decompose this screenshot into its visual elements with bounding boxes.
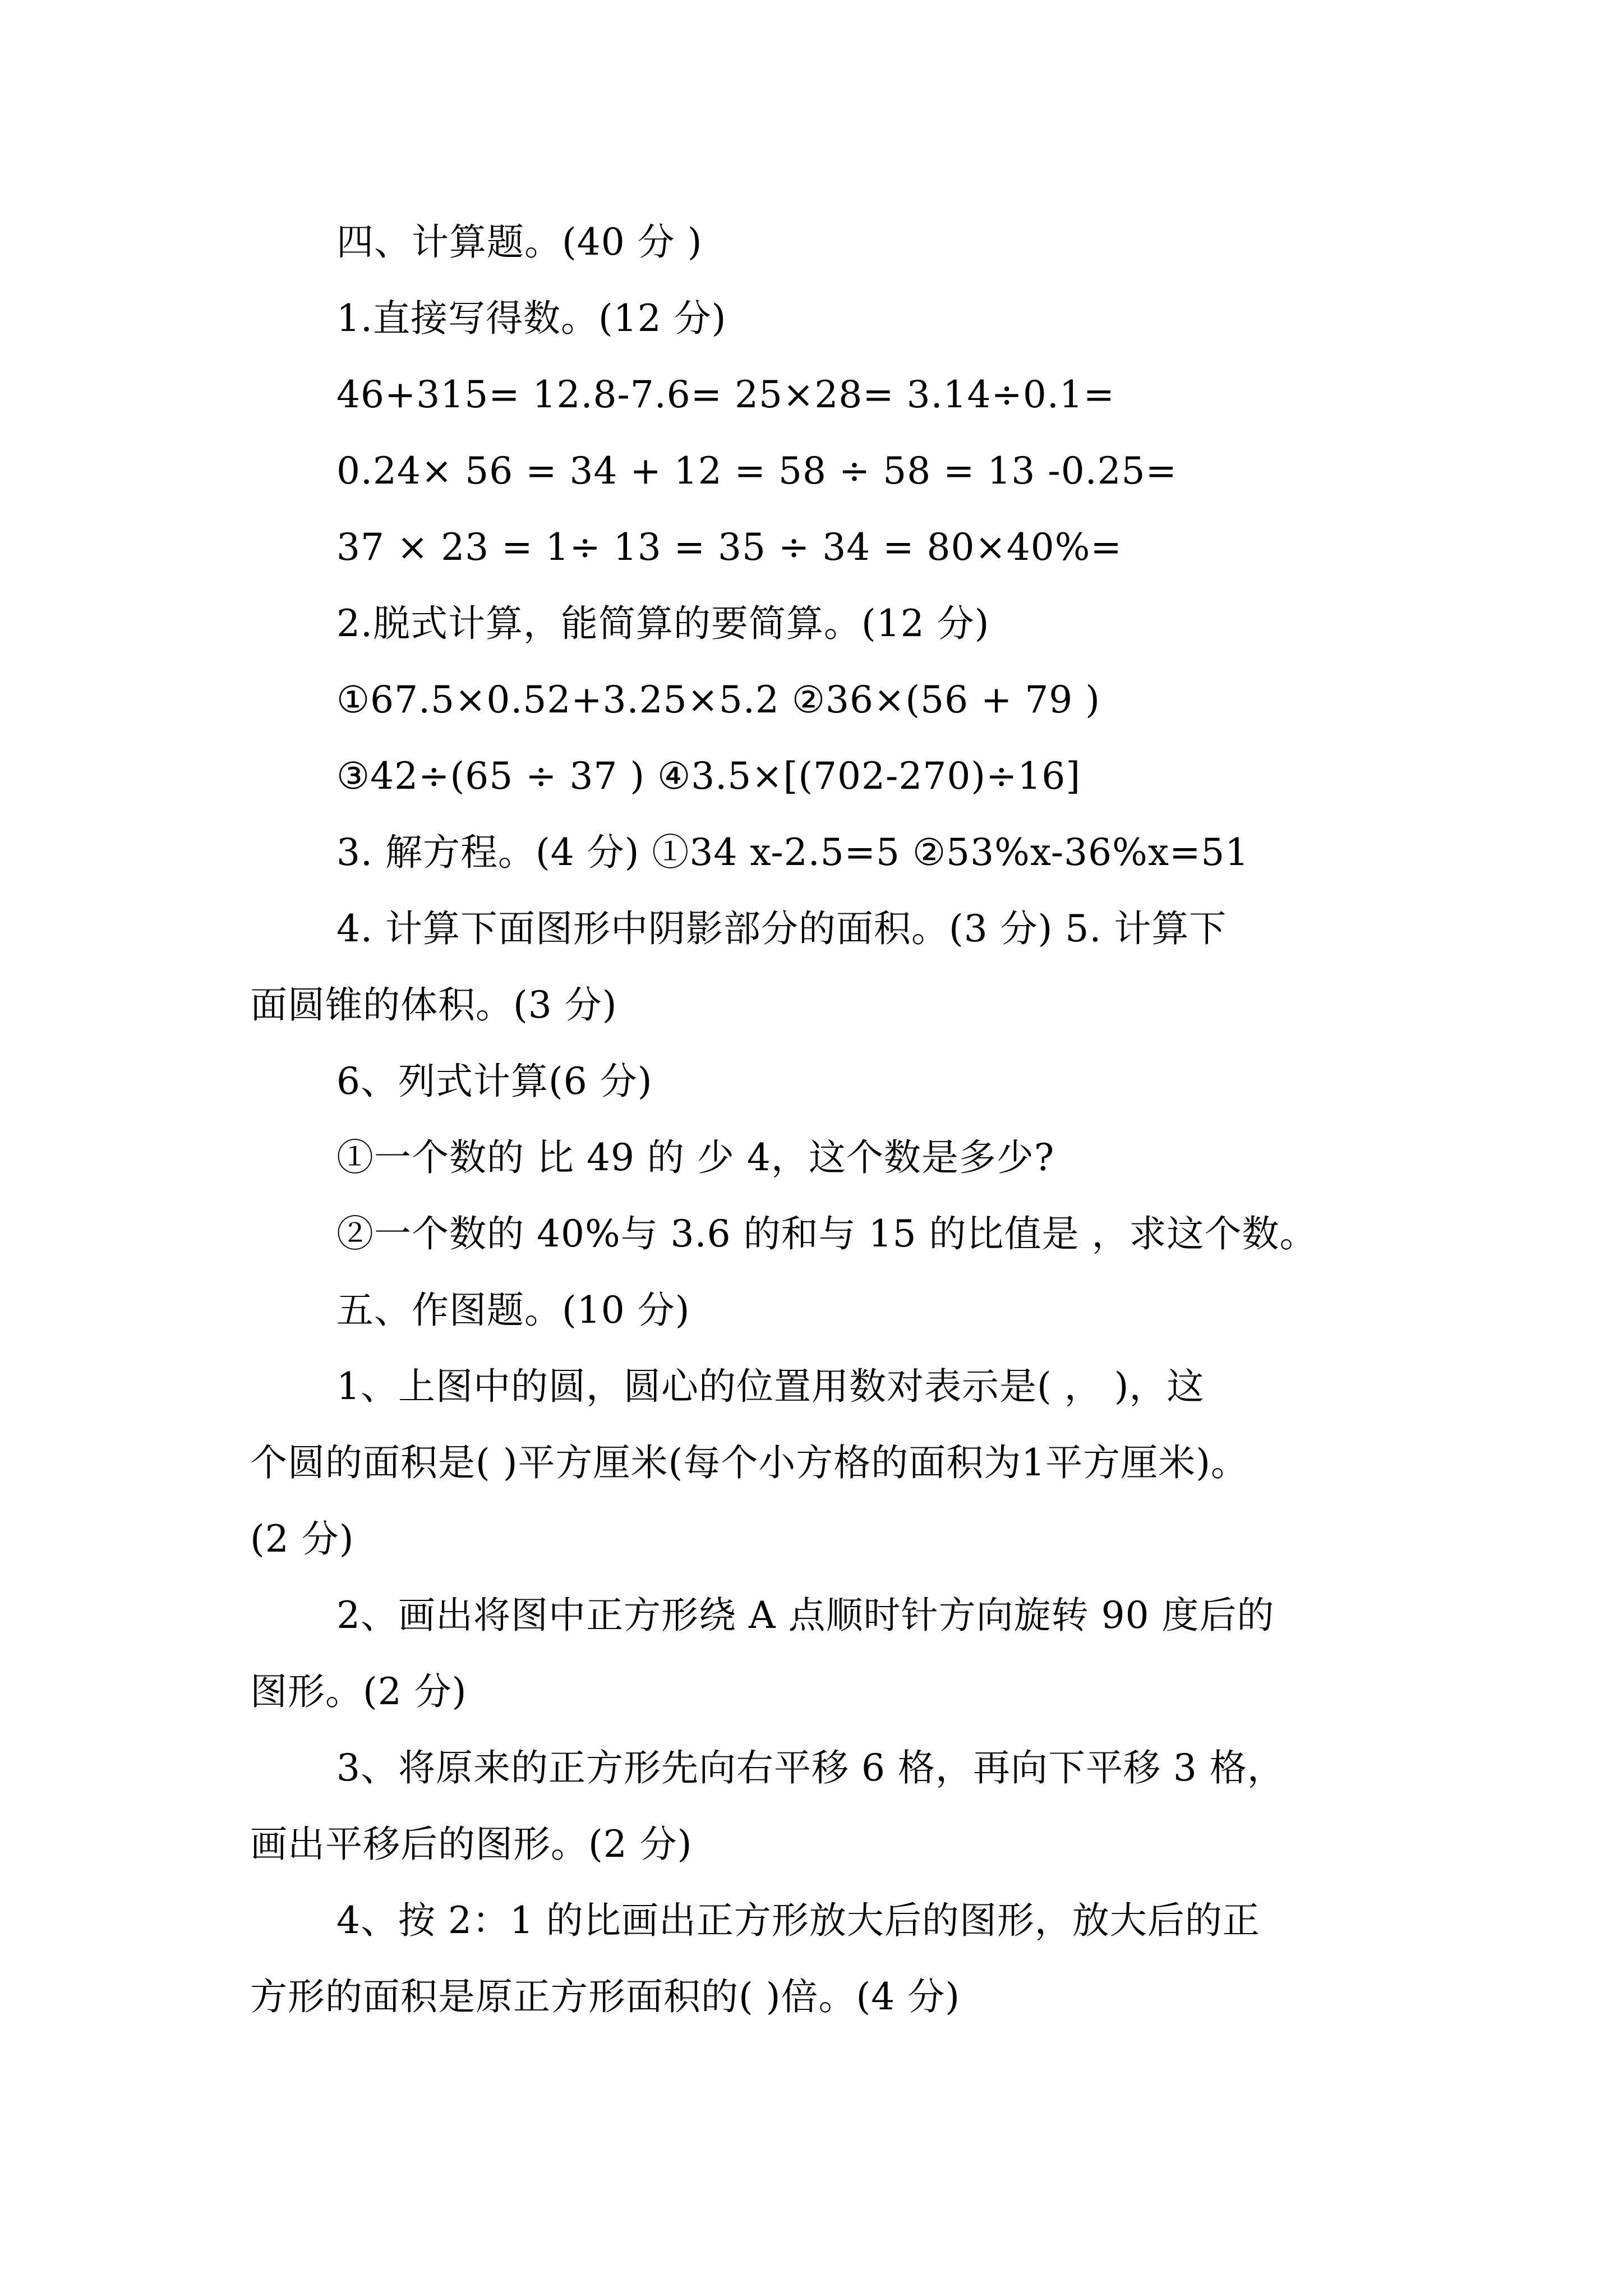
drawing-question-1: 1、上图中的圆，圆心的位置用数对表示是( ， )，这 — [336, 1365, 1205, 1408]
drawing-question-4: 4、按 2：1 的比画出正方形放大后的图形，放大后的正 — [336, 1899, 1260, 1942]
drawing-question-1-continued: 个圆的面积是( )平方厘米(每个小方格的面积为1平方厘米)。 — [250, 1441, 1248, 1484]
drawing-question-1-points: (2 分) — [250, 1517, 354, 1561]
question-3-equations: 3. 解方程。(4 分) ①34 x-2.5=5 ②53%x-36%x=51 — [336, 831, 1249, 874]
question-6-item-1: ①一个数的 比 49 的 少 4，这个数是多少? — [336, 1136, 1055, 1179]
mental-math-row-3: 37 × 23 = 1÷ 13 = 35 ÷ 34 = 80×40%= — [336, 526, 1122, 569]
drawing-question-2-continued: 图形。(2 分) — [250, 1670, 467, 1713]
question-4-5-text: 4. 计算下面图形中阴影部分的面积。(3 分) 5. 计算下 — [336, 907, 1227, 950]
mental-math-row-2: 0.24× 56 = 34 + 12 = 58 ÷ 58 = 13 -0.25= — [336, 449, 1177, 493]
question-1-heading: 1.直接写得数。(12 分) — [336, 297, 727, 340]
drawing-question-2: 2、画出将图中正方形绕 A 点顺时针方向旋转 90 度后的 — [336, 1594, 1275, 1637]
mental-math-row-1: 46+315= 12.8-7.6= 25×28= 3.14÷0.1= — [336, 373, 1115, 416]
question-2-heading: 2.脱式计算，能简算的要简算。(12 分) — [336, 602, 990, 645]
question-5-continued: 面圆锥的体积。(3 分) — [250, 983, 617, 1027]
drawing-question-4-continued: 方形的面积是原正方形面积的( )倍。(4 分) — [250, 1975, 960, 2018]
section-five-heading: 五、作图题。(10 分) — [336, 1289, 690, 1332]
question-6-item-2: ②一个数的 40%与 3.6 的和与 15 的比值是 ，求这个数。 — [336, 1212, 1317, 1255]
drawing-question-3-continued: 画出平移后的图形。(2 分) — [250, 1823, 693, 1866]
question-6-heading: 6、列式计算(6 分) — [336, 1060, 653, 1103]
calc-row-1: ①67.5×0.52+3.25×5.2 ②36×(56 + 79 ) — [336, 678, 1101, 721]
section-four-heading: 四、计算题。(40 分 ) — [336, 220, 703, 264]
calc-row-2: ③42÷(65 ÷ 37 ) ④3.5×[(702-270)÷16] — [336, 754, 1081, 798]
drawing-question-3: 3、将原来的正方形先向右平移 6 格，再向下平移 3 格， — [336, 1746, 1285, 1789]
